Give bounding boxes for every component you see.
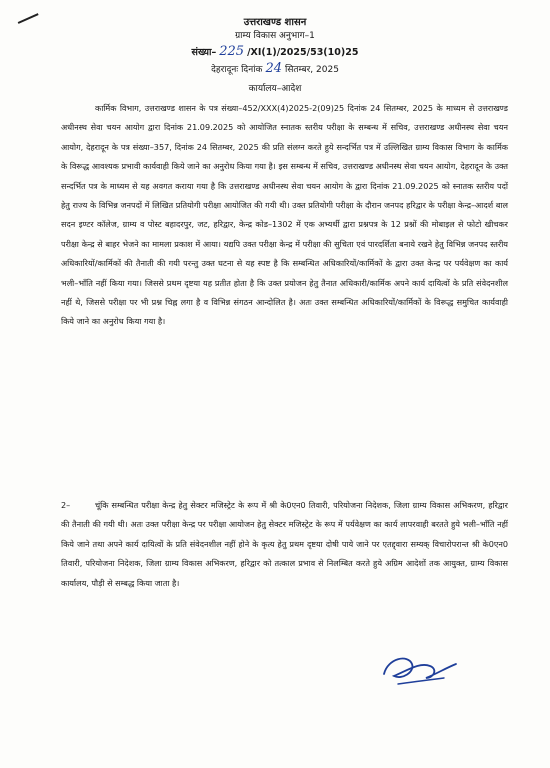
letter-date: [0, 61, 550, 76]
letter-number: [0, 44, 550, 59]
order-title: कार्यालय–आदेश: [248, 84, 302, 94]
paragraph-2-text: चूंकि सम्बन्धित परीक्षा केन्द्र हेतु सेक्टर मजिस्ट्रेट के रूप में श्री के0एन0 तिवारी, परियोजना निदेशक, जिला ग्राम्य विकास अभिकरण, हरिद्वार की तैनाती की गयी थी। अतः उक्त परीक्षा केन्द्र पर परीक्षा आयोजन हेतु सेक्टर मजिस्ट्रेट के रूप में पर्यवेक्षण का कार्य लापरवाही बरतते हुये भली–भाँति नहीं किये जाने तथा अपने कार्य दायित्वों के प्रति संवेदनशील नहीं होने के कृत्य हेतु प्रथम दृष्टया दोषी पाये जाने पर एतद्द्वारा सम्यक् विचारोपरान्त श्री के0एन0 तिवारी, परियोजना निदेशक, जिला ग्राम्य विकास अभिकरण, हरिद्वार को तत्काल प्रभाव से निलम्बित करते हुये अग्रिम आदेशों तक आयुक्त, ग्राम्य विकास कार्यालय, पौड़ी से सम्बद्ध किया जाता है।: [61, 500, 508, 588]
header-govt: उत्तराखण्ड शासन: [243, 17, 307, 28]
number-prefix: संख्या–: [191, 47, 217, 58]
header-section: ग्राम्य विकास अनुभाग–1: [235, 31, 315, 41]
date-handwritten: 24: [265, 61, 282, 76]
date-prefix: देहरादूनः दिनांक: [211, 65, 263, 75]
date-suffix: सितम्बर, 2025: [285, 65, 339, 75]
signature: [378, 644, 460, 692]
number-suffix: /XI(1)/2025/53(10)25: [247, 47, 359, 58]
number-handwritten: 225: [219, 44, 245, 59]
paragraph-2-number: 2–: [61, 500, 71, 510]
paragraph-2: [61, 496, 508, 593]
paragraph-1: कार्मिक विभाग, उत्तराखण्ड शासन के पत्र संख्या–452/XXX(4)2025-2(09)25 दिनांक 24 सितम्बर, 2025 के माध्यम से उत्तराखण्ड अधीनस्थ सेवा चयन आयोग द्वारा दिनांक 21.09.2025 को आयोजित स्नातक स्तरीय परीक्षा के सम्बन्ध में सचिव, उत्तराखण्ड अधीनस्थ सेवा चयन आयोग, देहरादून के पत्र संख्या–357, दिनांक 24 सितम्बर, 2025 की प्रति संलग्न करते हुये सन्दर्भित पत्र में उल्लिखित ग्राम्य विकास विभाग के कार्मिक के विरूद्ध आवश्यक प्रभावी कार्यवाही किये जाने का अनुरोध किया गया है। इस सम्बन्ध में सचिव, उत्तराखण्ड अधीनस्थ सेवा चयन आयोग, देहरादून के उक्त सन्दर्भित पत्र के माध्यम से यह अवगत कराया गया है कि उत्तराखण्ड अधीनस्थ सेवा चयन आयोग के द्वारा दिनांक 21.09.2025 को स्नातक स्तरीय पदों हेतु राज्य के विभिन्न जनपदों में लिखित प्रतियोगी परीक्षा आयोजित की गयी थी। उक्त प्रतियोगी परीक्षा के दौरान जनपद हरिद्वार के परीक्षा केन्द्र–आदर्श बाल सदन इण्टर कॉलेज, ग्राम्य व पोस्ट बहादरपुर, जट, हरिद्वार, केन्द्र कोड–1302 में एक अभ्यर्थी द्वारा प्रश्नपत्र के 12 प्रश्नों की मोबाइल से फोटो खीचकर परीक्षा केन्द्र से बाहर भेजने का मामला प्रकाश में आया। यद्यपि उक्त परीक्षा केन्द्र में परीक्षा की सुचिता एवं पारदर्शिता बनाये रखने हेतु विभिन्न जनपद स्तरीय अधिकारियों/कार्मिकों की तैनाती की गयी परन्तु उक्त घटना से यह स्पष्ट है कि सम्बन्धित अधिकारियों/कार्मिकों के द्वारा उक्त केन्द्र पर पर्यवेक्षण का कार्य भली–भाँति नहीं किया गया। जिससे प्रथम दृष्टया यह प्रतीत होता है कि उक्त प्रयोजन हेतु तैनात अधिकारी/कार्मिक अपने कार्य दायित्वों के प्रति संवेदनशील नहीं थे, जिससे परीक्षा पर भी प्रश्न चिह्न लगा है व विभिन्न संगठन आन्दोलित है। अतः उक्त सम्बन्धित अधिकारियों/कार्मिकों के विरूद्ध समुचित कार्यवाही किये जाने का अनुरोध किया गया है।: [61, 103, 508, 327]
